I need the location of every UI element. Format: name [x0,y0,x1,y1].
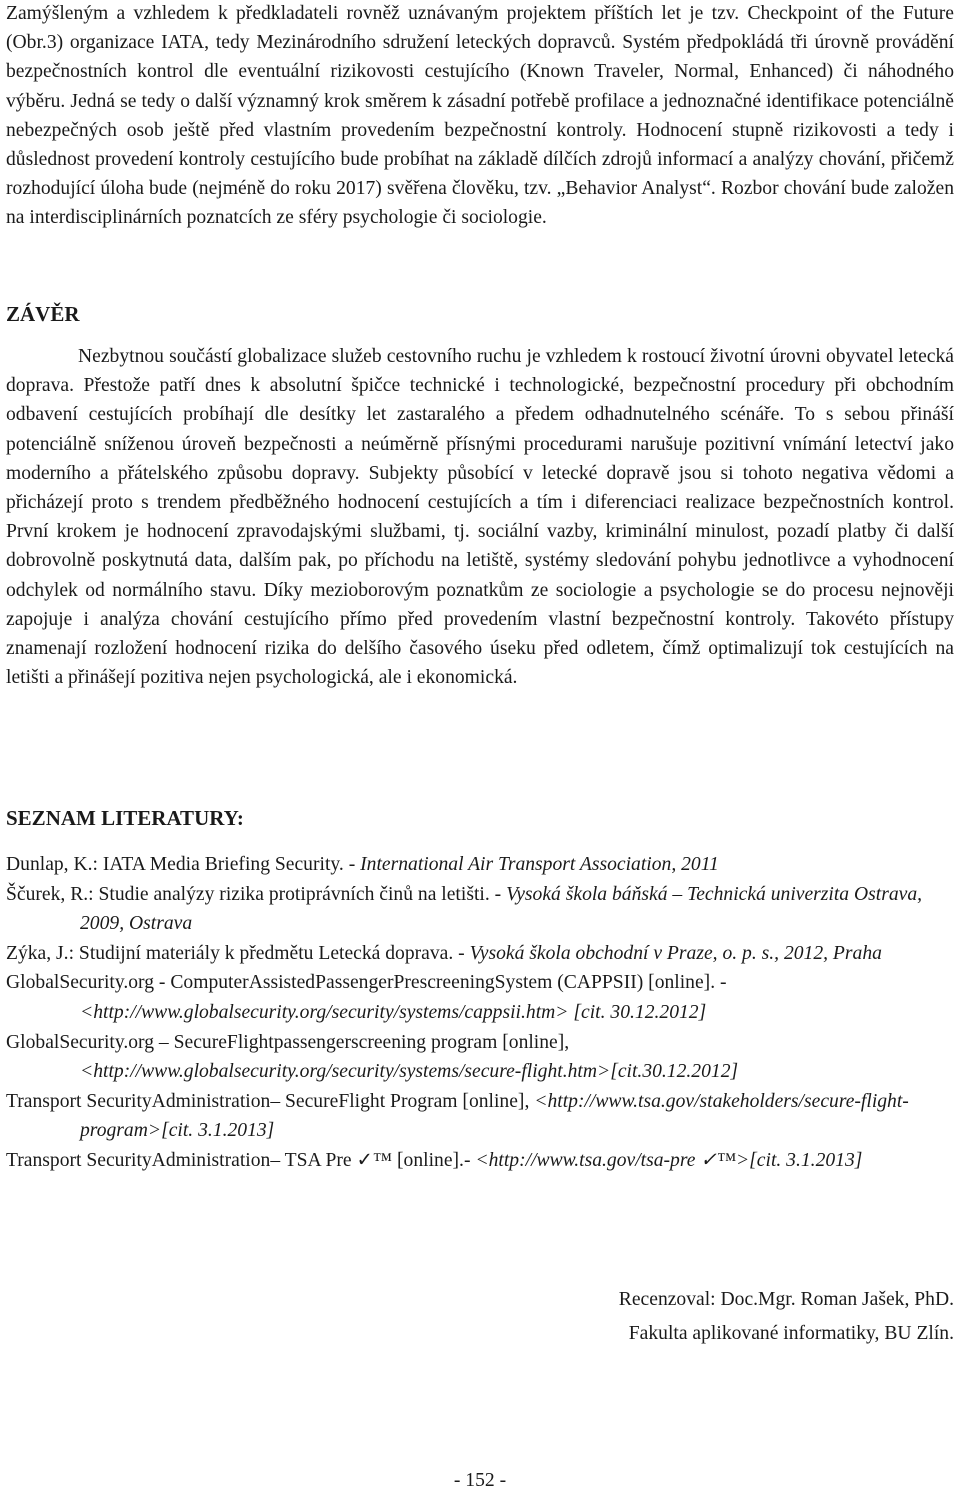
reference-text: GlobalSecurity.org – SecureFlightpassengerscreening program [online], [6,1031,570,1053]
heading-conclusion: ZÁVĚR [6,302,80,326]
reviewer-block [619,1283,954,1351]
reference-item [6,1087,954,1146]
reference-source: International Air Transport Association, 2011 [360,854,719,875]
reference-source: <http://www.globalsecurity.org/security/systems/secure-flight.htm>[cit.30.12.2012] [80,1061,739,1083]
reference-item [6,939,954,969]
reference-item [6,1146,954,1176]
page-number: - 152 - [453,1470,507,1491]
heading-literature: SEZNAM LITERATURY: [6,806,244,830]
reviewer-name: Recenzoval: Doc.Mgr. Roman Jašek, PhD. [618,1289,954,1310]
reference-source: <http://www.globalsecurity.org/security/systems/cappsii.htm> [cit. 30.12.2012] [80,1001,707,1023]
reviewer-affiliation: Fakulta aplikované informatiky, BU Zlín. [628,1323,954,1344]
reference-source: <http://www.tsa.gov/stakeholders/secure-flight-program>[cit. 3.1.2013] [80,1090,909,1142]
reference-item [6,850,954,880]
reference-text: Transport SecurityAdministration– SecureFlight Program [online], [6,1090,535,1112]
reference-source: Vysoká škola báňská – Technická univerzita Ostrava, 2009, Ostrava [80,883,923,935]
reference-text: Dunlap, K.: IATA Media Briefing Security. - [6,854,361,875]
reference-source: <http://www.tsa.gov/tsa-pre ✓™>[cit. 3.1.2013] [475,1149,863,1171]
body-paragraph-checkpoint: Zamýšleným a vzhledem k předkladateli rovněž uznávaným projektem příštích let je tzv. Checkpoint of the Future (Obr.3) organizace IATA, tedy Mezinárodního sdružení leteckých dopravců. Systém předpokládá tři úrovně provádění bezpečnostních kontrol dle eventuální rizikovosti cestujícího (Known Traveler, Normal, Enhanced) či náhodného výběru. Jedná se tedy o další významný krok směrem k zásadní potřebě profilace a jednoznačné identifikace potenciálně nebezpečných osob ještě před vlastním provedením bezpečnostní kontroly. Hodnocení stupně rizikovosti a tedy i důslednost provedení kontroly cestujícího bude probíhat na základě dílčích zdrojů informací a analýzy chování, přičemž rozhodující úloha bude (nejméně do roku 2017) svěřena člověku, tzv. „Behavior Analyst“. Rozbor chování bude založen na interdisciplinárních poznatcích ze sféry psychologie či sociologie. [6,3,954,229]
reference-text: Zýka, J.: Studijní materiály k předmětu Letecká doprava. - [6,942,470,964]
reference-item [6,880,954,939]
reference-source: Vysoká škola obchodní v Praze, o. p. s., 2012, Praha [469,942,882,964]
body-paragraph-conclusion: Nezbytnou součástí globalizace služeb cestovního ruchu je vzhledem k rostoucí životní úrovni obyvatel letecká doprava. Přestože patří dnes k absolutní špičce technické i technologické, bezpečnostní procedury při obchodním odbavení cestujících probíhají dle desítky let zastaralého a předem odhadnutelného scénáře. To s sebou přináší potenciálně sníženou úroveň bezpečnosti a neúměrně přísnými procedurami narušuje pozitivní vnímání letectví jako moderního a přátelského způsobu dopravy. Subjekty působící v letecké dopravě jsou si tohoto negativa vědomi a přicházejí proto s trendem předběžného hodnocení cestujících a tím i diferenciaci realizace bezpečnostních kontrol. První krokem je hodnocení zpravodajskými službami, tj. sociální vazby, kriminální minulost, pozadí platby či další dobrovolně poskytnutá data, dalším pak, po příchodu na letiště, systémy sledování pohybu jednotlivce a vyhodnocení odchylek od normálního stavu. Díky mezioborovým poznatkům ze sociologie a psychologie se do procesu nejnověji zapojuje i analýza chování cestujícího přímo před provedením vlastní bezpečnostní kontroly. Takovéto přístupy znamenají rozložení hodnocení rizika do delšího časového úseku před odletem, čímž optimalizují tok cestujících na letišti a přinášejí pozitiva nejen psychologická, ale i ekonomická. [6,346,954,689]
reference-list [6,850,954,1176]
reference-text: Transport SecurityAdministration– TSA Pre ✓™ [online].- [6,1149,476,1171]
reference-item [6,968,954,1027]
reference-text: GlobalSecurity.org - ComputerAssistedPassengerPrescreeningSystem (CAPPSII) [online]. - [6,972,727,994]
reference-item [6,1028,954,1087]
reference-text: Ščurek, R.: Studie analýzy rizika protiprávních činů na letišti. - [6,883,507,905]
